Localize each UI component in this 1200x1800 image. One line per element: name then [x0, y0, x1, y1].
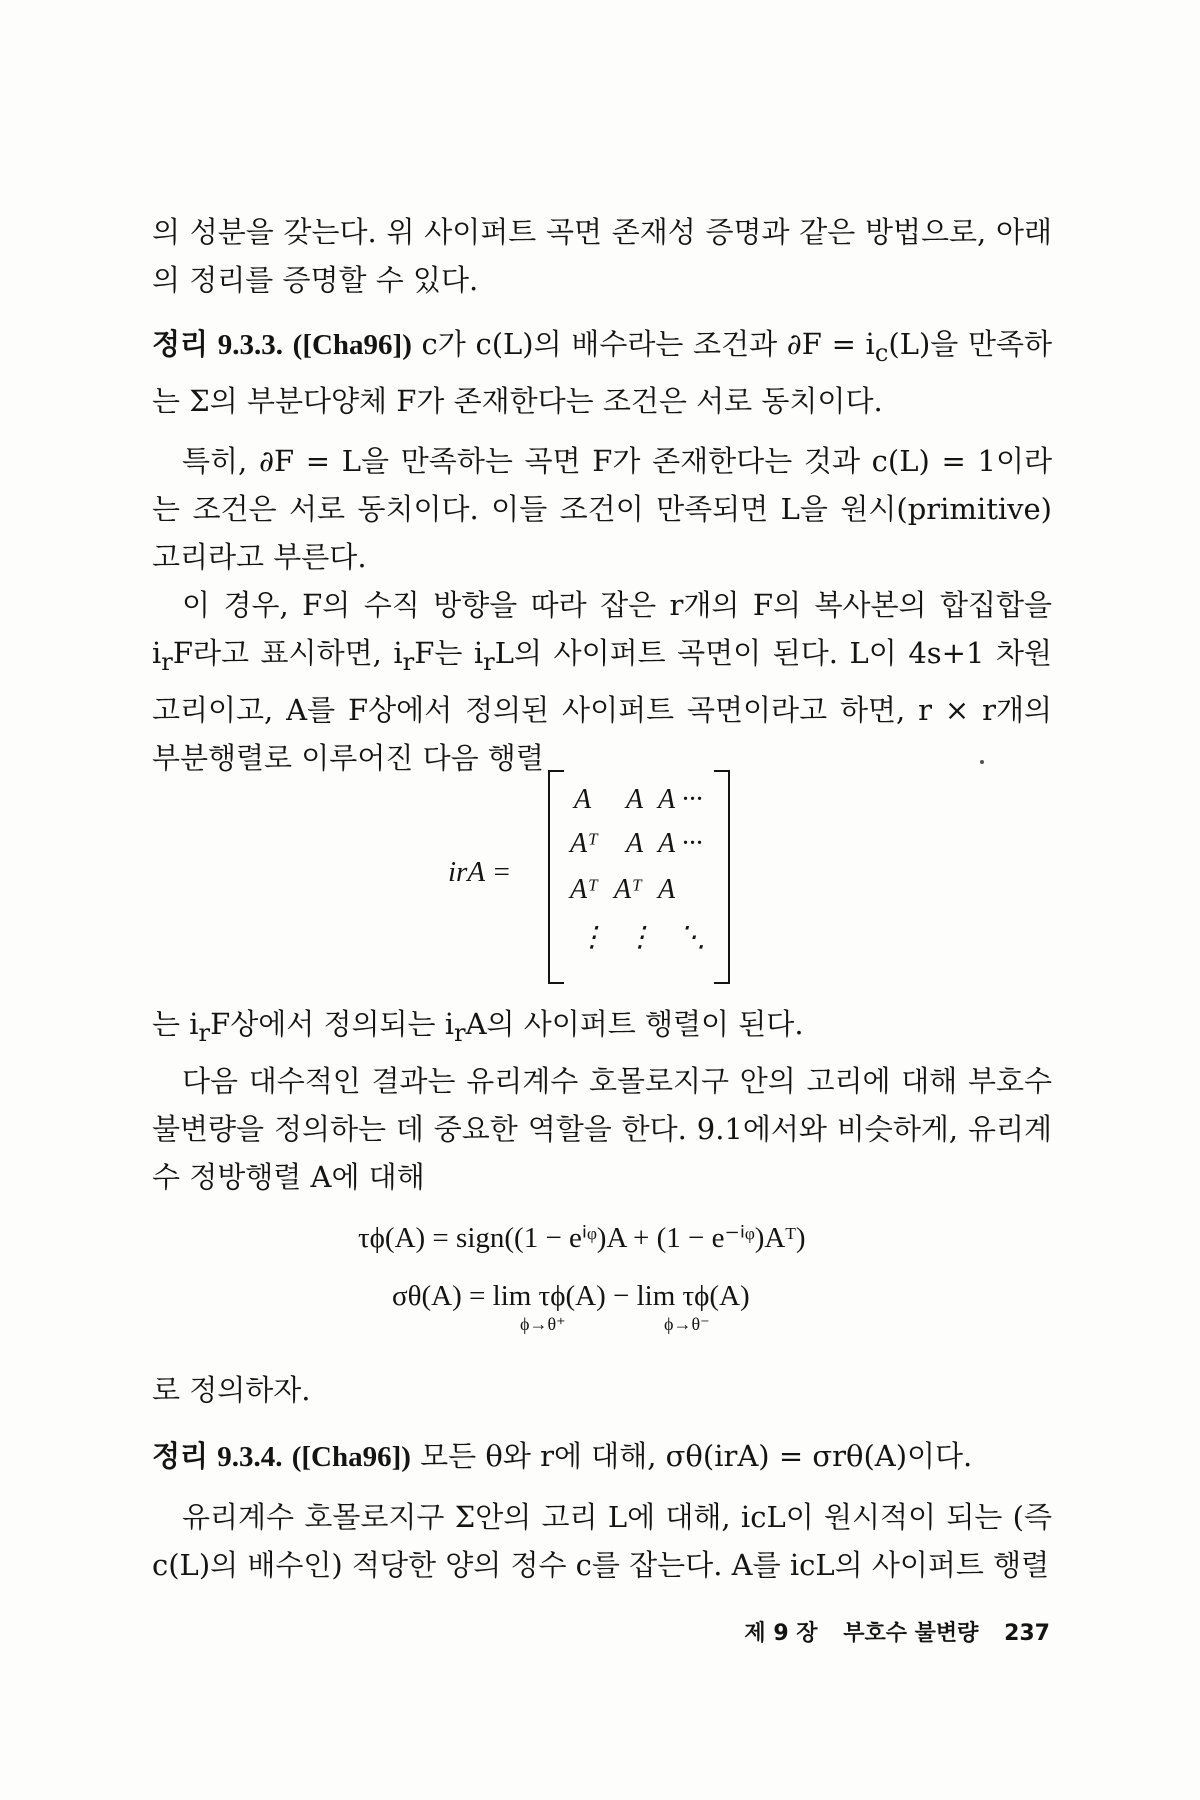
matrix-cell: Aᵀ	[570, 828, 598, 859]
paragraph-3	[152, 581, 1052, 782]
subscript-c: c	[874, 338, 889, 367]
p3-text: 이 경우, F의 수직 방향을 따라 잡은 r개의 F의 복사본의 합집합을 i	[152, 587, 1053, 670]
p4-text-b: F상에서 정의되는 i	[210, 1007, 455, 1041]
p3-text-b: F라고 표시하면, i	[172, 635, 403, 670]
p3-sub-r-3: r	[483, 647, 495, 676]
theorem-body: 모든 θ와 r에 대해, σθ(irA) = σrθ(A)이다.	[420, 1439, 973, 1473]
matrix-lhs: irA =	[448, 856, 512, 888]
stray-dot	[980, 760, 984, 764]
p4-sub-r: r	[198, 1018, 211, 1047]
page-number: 237	[1004, 1621, 1050, 1646]
matrix-cell: A	[574, 784, 592, 815]
p4-sub-r-2: r	[454, 1018, 466, 1047]
matrix-cell: A	[626, 784, 644, 815]
footer-chapter: 제 9 장	[744, 1621, 818, 1646]
p3-sub-r-2: r	[402, 647, 415, 676]
theorem-ref: ([Cha96])	[292, 329, 412, 361]
theorem-number: 9.3.4.	[217, 1441, 283, 1473]
p4-text-c: A의 사이퍼트 행렬이 된다.	[465, 1007, 804, 1041]
equation-tau: τϕ(A) = sign((1 − eⁱᵠ)A + (1 − e⁻ⁱᵠ)Aᵀ)	[358, 1222, 806, 1254]
paragraph-6: 로 정의하자.	[152, 1373, 311, 1407]
p3-text-c: F는 i	[414, 635, 484, 670]
limit-sub-minus: ϕ→θ⁻	[664, 1314, 710, 1334]
theorem-9-3-3	[152, 320, 1052, 425]
matrix-cell: A	[626, 828, 644, 859]
matrix-cell: ⋮	[578, 922, 606, 953]
body-text-2	[152, 1000, 1052, 1201]
body-text-3	[152, 1366, 1052, 1589]
theorem-body: c가 c(L)의 배수라는 조건과 ∂F = i	[421, 327, 875, 361]
matrix-cell: Aᵀ	[614, 874, 642, 905]
body-text	[152, 208, 1052, 782]
matrix-cell: ⋮	[626, 922, 654, 953]
matrix-cell: A ···	[658, 784, 703, 815]
matrix-cell: Aᵀ	[570, 874, 598, 905]
matrix-cell: A ···	[658, 828, 703, 859]
left-bracket	[548, 770, 564, 984]
page-footer	[726, 1616, 1050, 1647]
right-bracket	[714, 770, 730, 984]
paragraph-4	[152, 1000, 1052, 1057]
limit-sub-plus: ϕ→θ⁺	[520, 1314, 566, 1334]
p3-sub-r: r	[161, 647, 173, 676]
theorem-ref: ([Cha96])	[291, 1441, 411, 1473]
theorem-number: 9.3.3.	[217, 329, 283, 361]
theorem-label: 정리	[152, 1439, 209, 1473]
p3-text-d: L의 사이퍼트 곡면이 된다. L이 4s+1 차원 고리이고, A를 F상에서 정의된 사이퍼트 곡면이라고 하면, r × r개의 부분행렬로 이루어진 다음 행렬	[152, 635, 1053, 775]
paragraph-2: 특히, ∂F = L을 만족하는 곡면 F가 존재한다는 것과 c(L) = 1이라는 조건은 서로 동치이다. 이들 조건이 만족되면 L을 원시(primitive) 고리라고 부른다.	[152, 443, 1052, 574]
footer-title: 부호수 불변량	[843, 1621, 979, 1646]
paragraph-1: 의 성분을 갖는다. 위 사이퍼트 곡면 존재성 증명과 같은 방법으로, 아래의 정리를 증명할 수 있다.	[152, 215, 1052, 297]
theorem-9-3-4	[152, 1432, 1052, 1481]
matrix-equation	[448, 770, 748, 980]
theorem-label: 정리	[152, 327, 209, 361]
p4-text-a: 는 i	[152, 1007, 199, 1041]
paragraph-7: 유리계수 호몰로지구 Σ안의 고리 L에 대해, icL이 원시적이 되는 (즉 c(L)의 배수인) 적당한 양의 정수 c를 잡는다. A를 icL의 사이퍼트 행렬	[152, 1500, 1052, 1582]
matrix-cell: ⋱	[678, 922, 706, 953]
theorem-body-2: (L)을 만족하는 Σ의 부분다양체 F가 존재한다는 조건은 서로 동치이다.	[152, 327, 1053, 418]
matrix-cell: A	[658, 874, 676, 905]
equation-sigma: σθ(A) = lim τϕ(A) − lim τϕ(A)	[392, 1280, 750, 1312]
paragraph-5: 다음 대수적인 결과는 유리계수 호몰로지구 안의 고리에 대해 부호수 불변량을 정의하는 데 중요한 역할을 한다. 9.1에서와 비슷하게, 유리계수 정방행렬 A에 대해	[152, 1063, 1052, 1194]
